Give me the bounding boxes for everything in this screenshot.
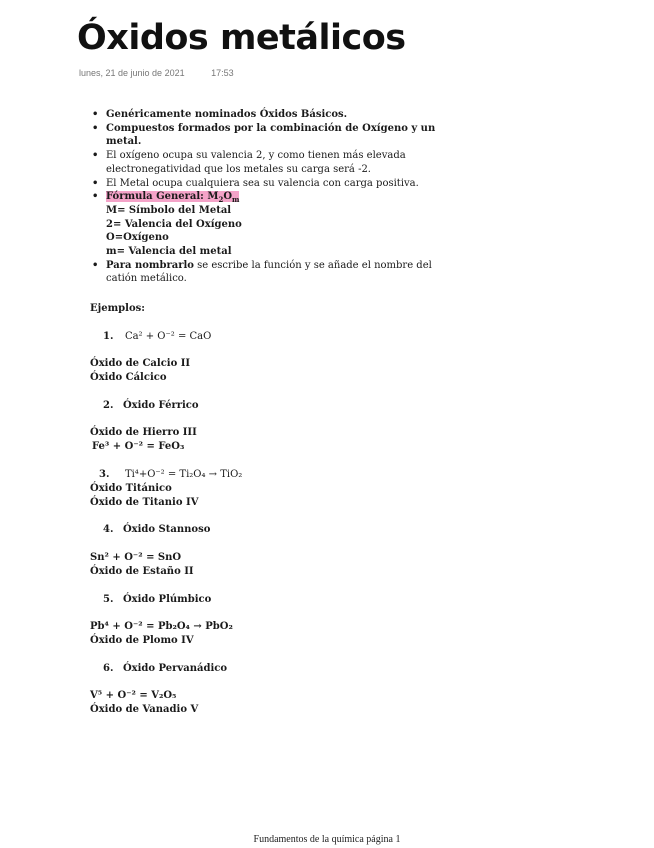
example-formula: Ca² + O⁻² = CaO xyxy=(124,331,212,342)
example-3-formula-line xyxy=(99,469,242,480)
example-number: 3. xyxy=(99,469,110,480)
example-4-formula: Sn² + O⁻² = SnO xyxy=(90,552,182,563)
bullet-item xyxy=(90,259,470,286)
example-label: Óxido Pervanádico xyxy=(122,663,228,674)
example-1-name-2: Óxido Cálcico xyxy=(90,372,167,383)
example-5-formula: Pb⁴ + O⁻² = Pb₂O₄ → PbO₂ xyxy=(90,621,233,632)
page-footer: Fundamentos de la química página 1 xyxy=(253,834,401,845)
example-number: 1. xyxy=(103,331,114,342)
bullet-list-section xyxy=(90,108,470,286)
bullet-item xyxy=(90,149,470,176)
bullet-list xyxy=(90,108,470,204)
example-label: Óxido Plúmbico xyxy=(122,594,212,605)
legend-line: M= Símbolo del Metal xyxy=(106,204,232,216)
bullet-text: se escribe la función y se añade el nombre del xyxy=(193,259,432,271)
bullet-text: Genéricamente nominados Óxidos Básicos. xyxy=(106,109,348,120)
bullet-item xyxy=(90,122,470,149)
example-1-name-1: Óxido de Calcio II xyxy=(90,358,191,369)
legend-line: 2= Valencia del Oxígeno xyxy=(106,218,242,230)
example-5-name-1: Óxido de Plomo IV xyxy=(90,635,194,646)
bullet-list xyxy=(90,259,470,286)
example-2-formula: Fe³ + O⁻² = FeO₃ xyxy=(92,441,185,452)
example-6-formula: V⁵ + O⁻² = V₂O₅ xyxy=(90,690,177,701)
examples-heading: Ejemplos: xyxy=(90,303,145,314)
formula-label: Fórmula General: xyxy=(106,191,208,203)
page-meta xyxy=(79,68,234,78)
bullet-text-bold: Para nombrarlo xyxy=(106,259,194,271)
example-1-formula-line xyxy=(103,331,211,342)
formula-subscript: m xyxy=(232,195,240,205)
example-6-name-1: Óxido de Vanadio V xyxy=(90,704,199,715)
example-number: 6. xyxy=(103,663,114,674)
page-title: Óxidos metálicos xyxy=(77,18,406,58)
formula-legend xyxy=(90,204,470,259)
example-5-label-line xyxy=(103,594,211,605)
example-label: Óxido Férrico xyxy=(122,400,199,411)
bullet-text: Compuestos formados por la combinación de Oxígeno y un metal. xyxy=(106,122,436,148)
bullet-text: El oxígeno ocupa su valencia 2, y como tienen más elevada xyxy=(106,150,406,162)
legend-line: m= Valencia del metal xyxy=(106,246,232,258)
page-time: 17:53 xyxy=(211,68,234,78)
bullet-text: El Metal ocupa cualquiera sea su valencia con carga positiva. xyxy=(106,177,419,189)
example-6-label-line xyxy=(103,663,227,674)
bullet-item xyxy=(90,177,470,191)
bullet-item xyxy=(90,108,470,122)
formula-symbol: O xyxy=(223,191,233,203)
bullet-text: catión metálico. xyxy=(106,273,187,285)
bullet-item-formula xyxy=(90,190,470,204)
legend-line: O=Oxígeno xyxy=(106,232,169,244)
formula-symbol: M xyxy=(207,191,219,203)
bullet-text: electronegatividad que los metales su carga será -2. xyxy=(106,163,371,175)
general-formula-highlight xyxy=(106,191,240,205)
example-label: Óxido Stannoso xyxy=(122,524,211,535)
example-4-name-1: Óxido de Estaño II xyxy=(90,566,194,577)
example-3-name-1: Óxido Titánico xyxy=(90,483,172,494)
example-number: 5. xyxy=(103,594,114,605)
page-date: lunes, 21 de junio de 2021 xyxy=(79,68,185,78)
example-formula: Ti⁴+O⁻² = Ti₂O₄ → TiO₂ xyxy=(124,469,243,480)
example-number: 4. xyxy=(103,524,114,535)
formula-subscript: 2 xyxy=(218,195,224,205)
example-number: 2. xyxy=(103,400,114,411)
example-3-name-2: Óxido de Titanio IV xyxy=(90,497,199,508)
example-2-name-1: Óxido de Hierro III xyxy=(90,427,197,438)
example-4-label-line xyxy=(103,524,210,535)
example-2-label-line xyxy=(103,400,199,411)
